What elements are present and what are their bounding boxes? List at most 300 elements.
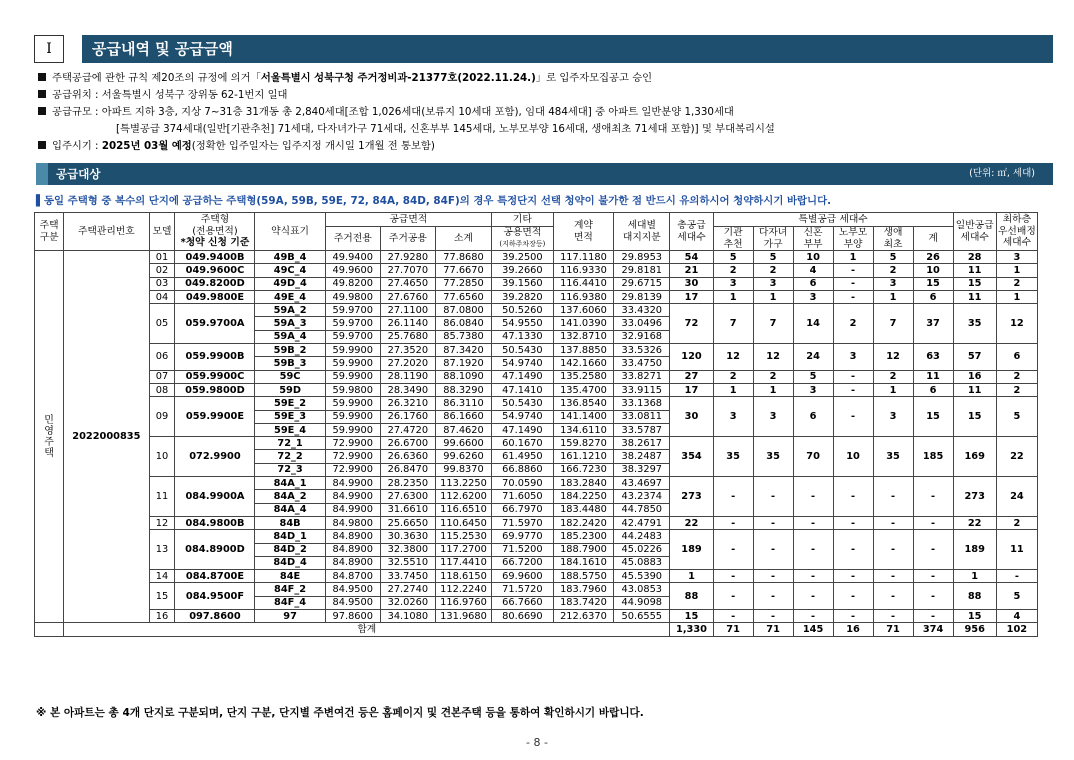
area-cell: 33.0496 — [614, 317, 670, 330]
count-cell: - — [913, 570, 953, 583]
area-cell: 77.8680 — [435, 251, 491, 264]
abbr-cell: 49B_4 — [255, 251, 325, 264]
area-cell: 38.2487 — [614, 450, 670, 463]
table-row — [35, 437, 1038, 450]
header-contract-area: 계약 면적 — [553, 213, 614, 251]
total-cell: 102 — [996, 623, 1037, 636]
info-move-in: 입주시기 : 2025년 03월 예정(정확한 입주일자는 입주지정 개시일 1개월 전 통보함) — [38, 138, 435, 155]
table-row — [35, 344, 1038, 357]
house-type-cell: 084.8900D — [175, 530, 255, 570]
count-cell: 15 — [953, 277, 996, 290]
count-cell: - — [753, 610, 793, 623]
model-cell: 03 — [149, 277, 175, 290]
count-cell: 57 — [953, 344, 996, 371]
header-abbr: 약식표기 — [255, 213, 325, 251]
count-cell: 15 — [953, 610, 996, 623]
count-cell: 4 — [793, 264, 833, 277]
area-cell: 27.2740 — [380, 583, 435, 596]
area-cell: 28.2350 — [380, 477, 435, 490]
count-cell: - — [833, 277, 873, 290]
count-cell: 1 — [953, 570, 996, 583]
area-cell: 77.2850 — [435, 277, 491, 290]
area-cell: 39.1560 — [492, 277, 554, 290]
house-type-cell: 084.9800B — [175, 516, 255, 529]
count-cell: 2 — [873, 264, 913, 277]
count-cell: 120 — [670, 344, 713, 371]
model-cell: 12 — [149, 516, 175, 529]
count-cell: 28 — [953, 251, 996, 264]
count-cell: 3 — [753, 397, 793, 437]
abbr-cell: 72_3 — [255, 463, 325, 476]
area-cell: 28.1190 — [380, 370, 435, 383]
count-cell: 27 — [670, 370, 713, 383]
model-cell: 13 — [149, 530, 175, 570]
area-cell: 59.9900 — [325, 357, 380, 370]
count-cell: 6 — [913, 290, 953, 303]
area-cell: 33.9115 — [614, 383, 670, 396]
count-cell: - — [713, 530, 753, 570]
area-cell: 59.9900 — [325, 397, 380, 410]
header-elder: 노부모 부양 — [833, 227, 873, 251]
count-cell: - — [833, 530, 873, 570]
header-exclusive: 주거전용 — [325, 227, 380, 251]
area-cell: 26.8470 — [380, 463, 435, 476]
count-cell: 1 — [753, 383, 793, 396]
area-cell: 26.6700 — [380, 437, 435, 450]
count-cell: - — [873, 610, 913, 623]
abbr-cell: 49E_4 — [255, 290, 325, 303]
area-cell: 184.2250 — [553, 490, 614, 503]
count-cell: 273 — [670, 477, 713, 517]
area-cell: 59.9900 — [325, 370, 380, 383]
count-cell: - — [793, 583, 833, 610]
count-cell: 35 — [953, 304, 996, 344]
section-number: Ⅰ — [34, 35, 64, 63]
area-cell: 84.9500 — [325, 583, 380, 596]
area-cell: 43.4697 — [614, 477, 670, 490]
count-cell: 12 — [713, 344, 753, 371]
area-cell: 84.8900 — [325, 556, 380, 569]
abbr-cell: 59E_3 — [255, 410, 325, 423]
header-priority: 최하층 우선배정 세대수 — [996, 213, 1037, 251]
table-row — [35, 290, 1038, 303]
area-cell: 47.1490 — [492, 423, 554, 436]
area-cell: 27.4650 — [380, 277, 435, 290]
count-cell: 11 — [913, 370, 953, 383]
count-cell: - — [873, 583, 913, 610]
house-type-cell: 049.8200D — [175, 277, 255, 290]
house-type-cell: 084.9500F — [175, 583, 255, 610]
count-cell: 12 — [996, 304, 1037, 344]
house-type-cell: 059.9900E — [175, 397, 255, 437]
section-title: 공급내역 및 공급금액 — [82, 35, 1053, 63]
count-cell: 17 — [670, 290, 713, 303]
count-cell: 37 — [913, 304, 953, 344]
count-cell: 3 — [793, 290, 833, 303]
area-cell: 142.1660 — [553, 357, 614, 370]
count-cell: 22 — [996, 437, 1037, 477]
area-cell: 26.3210 — [380, 397, 435, 410]
count-cell: - — [833, 610, 873, 623]
area-cell: 33.5787 — [614, 423, 670, 436]
house-type-cell: 084.8700E — [175, 570, 255, 583]
area-cell: 50.5260 — [492, 304, 554, 317]
count-cell: 22 — [953, 516, 996, 529]
model-cell: 15 — [149, 583, 175, 610]
count-cell: 6 — [793, 397, 833, 437]
count-cell: - — [753, 570, 793, 583]
area-cell: 61.4950 — [492, 450, 554, 463]
count-cell: - — [713, 477, 753, 517]
area-cell: 87.0800 — [435, 304, 491, 317]
info-location: 공급위치 : 서울특별시 성북구 장위동 62-1번지 일대 — [38, 87, 287, 104]
area-cell: 29.6715 — [614, 277, 670, 290]
area-cell: 59.9900 — [325, 344, 380, 357]
section-header — [34, 35, 1053, 63]
area-cell: 26.1760 — [380, 410, 435, 423]
area-cell: 137.8850 — [553, 344, 614, 357]
abbr-cell: 97 — [255, 610, 325, 623]
area-cell: 115.2530 — [435, 530, 491, 543]
count-cell: 1 — [873, 290, 913, 303]
model-cell: 16 — [149, 610, 175, 623]
header-sum: 계 — [913, 227, 953, 251]
area-cell: 45.0226 — [614, 543, 670, 556]
area-cell: 66.8860 — [492, 463, 554, 476]
area-cell: 118.6150 — [435, 570, 491, 583]
area-cell: 54.9550 — [492, 317, 554, 330]
area-cell: 99.8370 — [435, 463, 491, 476]
area-cell: 66.7200 — [492, 556, 554, 569]
count-cell: 21 — [670, 264, 713, 277]
count-cell: 30 — [670, 277, 713, 290]
abbr-cell: 72_2 — [255, 450, 325, 463]
area-cell: 110.6450 — [435, 516, 491, 529]
house-type-cell: 059.9900B — [175, 344, 255, 371]
area-cell: 84.9500 — [325, 596, 380, 609]
total-label: 합계 — [64, 623, 670, 636]
area-cell: 39.2660 — [492, 264, 554, 277]
house-type-cell: 084.9900A — [175, 477, 255, 517]
area-cell: 99.6600 — [435, 437, 491, 450]
count-cell: 7 — [873, 304, 913, 344]
abbr-cell: 84A_4 — [255, 503, 325, 516]
area-cell: 32.9168 — [614, 330, 670, 343]
area-cell: 184.1610 — [553, 556, 614, 569]
area-cell: 69.9600 — [492, 570, 554, 583]
area-cell: 50.5430 — [492, 397, 554, 410]
area-cell: 77.6560 — [435, 290, 491, 303]
area-cell: 66.7970 — [492, 503, 554, 516]
subsection-accent — [36, 163, 48, 185]
count-cell: 30 — [670, 397, 713, 437]
supply-table — [34, 212, 1038, 637]
count-cell: - — [713, 583, 753, 610]
area-cell: 77.6670 — [435, 264, 491, 277]
count-cell: 2 — [753, 370, 793, 383]
count-cell: 3 — [713, 397, 753, 437]
area-cell: 25.6650 — [380, 516, 435, 529]
abbr-cell: 49D_4 — [255, 277, 325, 290]
count-cell: - — [833, 264, 873, 277]
abbr-cell: 84A_2 — [255, 490, 325, 503]
count-cell: 3 — [873, 277, 913, 290]
area-cell: 50.6555 — [614, 610, 670, 623]
house-type-cell: 059.9700A — [175, 304, 255, 344]
abbr-cell: 84D_1 — [255, 530, 325, 543]
abbr-cell: 59A_4 — [255, 330, 325, 343]
house-type-cell: 059.9900C — [175, 370, 255, 383]
count-cell: 35 — [713, 437, 753, 477]
table-row — [35, 610, 1038, 623]
count-cell: 5 — [996, 583, 1037, 610]
area-cell: 183.4480 — [553, 503, 614, 516]
area-cell: 112.2240 — [435, 583, 491, 596]
info-scale-detail: [특별공급 374세대(일반[기관추천] 71세대, 다자녀가구 71세대, 신혼부부 145세대, 노부모부양 16세대, 생애최초 71세대 포함)] 및 부대복리시설 — [116, 123, 775, 135]
total-cell: 956 — [953, 623, 996, 636]
area-cell: 59.9700 — [325, 317, 380, 330]
area-cell: 49.9400 — [325, 251, 380, 264]
area-cell: 112.6200 — [435, 490, 491, 503]
area-cell: 32.0260 — [380, 596, 435, 609]
count-cell: 6 — [996, 344, 1037, 371]
area-cell: 29.8139 — [614, 290, 670, 303]
area-cell: 161.1210 — [553, 450, 614, 463]
header-housing-category: 주택 구분 — [35, 213, 64, 251]
count-cell: 11 — [953, 264, 996, 277]
count-cell: 10 — [833, 437, 873, 477]
abbr-cell: 59D — [255, 383, 325, 396]
area-cell: 88.1090 — [435, 370, 491, 383]
count-cell: 15 — [913, 277, 953, 290]
model-cell: 09 — [149, 397, 175, 437]
count-cell: - — [913, 516, 953, 529]
total-blank — [35, 623, 64, 636]
count-cell: - — [873, 516, 913, 529]
table-row — [35, 477, 1038, 490]
table-row — [35, 370, 1038, 383]
count-cell: 22 — [670, 516, 713, 529]
model-cell: 05 — [149, 304, 175, 344]
count-cell: 3 — [996, 251, 1037, 264]
area-cell: 45.5390 — [614, 570, 670, 583]
area-cell: 84.9900 — [325, 490, 380, 503]
count-cell: 12 — [753, 344, 793, 371]
table-row — [35, 516, 1038, 529]
count-cell: - — [753, 583, 793, 610]
count-cell: 2 — [873, 370, 913, 383]
header-subtotal: 소계 — [435, 227, 491, 251]
abbr-cell: 59B_2 — [255, 344, 325, 357]
area-cell: 188.5750 — [553, 570, 614, 583]
area-cell: 43.2374 — [614, 490, 670, 503]
house-type-cell: 072.9900 — [175, 437, 255, 477]
count-cell: 35 — [753, 437, 793, 477]
table-row — [35, 583, 1038, 596]
area-cell: 69.9770 — [492, 530, 554, 543]
total-cell: 374 — [913, 623, 953, 636]
count-cell: - — [833, 570, 873, 583]
area-cell: 33.4320 — [614, 304, 670, 317]
area-cell: 183.2840 — [553, 477, 614, 490]
count-cell: - — [833, 290, 873, 303]
header-special: 특별공급 세대수 — [713, 213, 953, 227]
count-cell: 15 — [670, 610, 713, 623]
count-cell: - — [873, 477, 913, 517]
count-cell: 6 — [793, 277, 833, 290]
area-cell: 33.0811 — [614, 410, 670, 423]
area-cell: 84.8700 — [325, 570, 380, 583]
bullet-square-icon — [38, 107, 46, 115]
header-land-share: 세대별 대지지분 — [614, 213, 670, 251]
count-cell: - — [833, 583, 873, 610]
count-cell: 24 — [996, 477, 1037, 517]
count-cell: 54 — [670, 251, 713, 264]
total-cell: 71 — [753, 623, 793, 636]
total-cell: 71 — [873, 623, 913, 636]
area-cell: 59.9700 — [325, 330, 380, 343]
count-cell: 2 — [996, 370, 1037, 383]
abbr-cell: 84A_1 — [255, 477, 325, 490]
area-cell: 134.6110 — [553, 423, 614, 436]
area-cell: 26.1140 — [380, 317, 435, 330]
total-cell: 145 — [793, 623, 833, 636]
area-cell: 137.6060 — [553, 304, 614, 317]
bullet-square-icon — [38, 73, 46, 81]
count-cell: 5 — [753, 251, 793, 264]
count-cell: 11 — [996, 530, 1037, 570]
header-general: 일반공급 세대수 — [953, 213, 996, 251]
count-cell: 15 — [953, 397, 996, 437]
subsection-header — [36, 163, 1053, 185]
count-cell: 2 — [996, 383, 1037, 396]
count-cell: 14 — [793, 304, 833, 344]
abbr-cell: 84D_4 — [255, 556, 325, 569]
count-cell: 10 — [913, 264, 953, 277]
area-cell: 49.8200 — [325, 277, 380, 290]
count-cell: - — [913, 530, 953, 570]
area-cell: 44.9098 — [614, 596, 670, 609]
count-cell: - — [913, 583, 953, 610]
count-cell: - — [833, 383, 873, 396]
abbr-cell: 49C_4 — [255, 264, 325, 277]
count-cell: 1 — [713, 290, 753, 303]
area-cell: 72.9900 — [325, 463, 380, 476]
header-total: 총공급 세대수 — [670, 213, 713, 251]
count-cell: 169 — [953, 437, 996, 477]
count-cell: - — [833, 516, 873, 529]
count-cell: 3 — [753, 277, 793, 290]
model-cell: 07 — [149, 370, 175, 383]
area-cell: 86.0840 — [435, 317, 491, 330]
abbr-cell: 59E_4 — [255, 423, 325, 436]
area-cell: 45.0883 — [614, 556, 670, 569]
header-inst: 기관 추천 — [713, 227, 753, 251]
area-cell: 27.3520 — [380, 344, 435, 357]
count-cell: 11 — [953, 383, 996, 396]
area-cell: 70.0590 — [492, 477, 554, 490]
count-cell: 5 — [873, 251, 913, 264]
count-cell: 3 — [833, 344, 873, 371]
header-newly: 신혼 부부 — [793, 227, 833, 251]
area-cell: 29.8953 — [614, 251, 670, 264]
table-row — [35, 304, 1038, 317]
area-cell: 47.1330 — [492, 330, 554, 343]
area-cell: 99.6260 — [435, 450, 491, 463]
count-cell: - — [793, 530, 833, 570]
area-cell: 183.7420 — [553, 596, 614, 609]
count-cell: - — [996, 570, 1037, 583]
area-cell: 54.9740 — [492, 357, 554, 370]
abbr-cell: 59A_2 — [255, 304, 325, 317]
subsection-title: 공급대상 — [56, 167, 101, 181]
count-cell: 7 — [713, 304, 753, 344]
area-cell: 87.3420 — [435, 344, 491, 357]
area-cell: 49.9600 — [325, 264, 380, 277]
count-cell: - — [753, 516, 793, 529]
count-cell: 2 — [713, 370, 753, 383]
area-cell: 116.9760 — [435, 596, 491, 609]
area-cell: 27.6300 — [380, 490, 435, 503]
abbr-cell: 84E — [255, 570, 325, 583]
area-cell: 27.7070 — [380, 264, 435, 277]
area-cell: 47.1490 — [492, 370, 554, 383]
count-cell: 70 — [793, 437, 833, 477]
count-cell: 12 — [873, 344, 913, 371]
area-cell: 116.9380 — [553, 290, 614, 303]
area-cell: 97.8600 — [325, 610, 380, 623]
table-row — [35, 383, 1038, 396]
count-cell: 273 — [953, 477, 996, 517]
total-cell: 1,330 — [670, 623, 713, 636]
area-cell: 84.9900 — [325, 477, 380, 490]
abbr-cell: 84F_2 — [255, 583, 325, 596]
area-cell: 27.2020 — [380, 357, 435, 370]
area-cell: 166.7230 — [553, 463, 614, 476]
area-cell: 44.2483 — [614, 530, 670, 543]
area-cell: 116.9330 — [553, 264, 614, 277]
area-cell: 38.3297 — [614, 463, 670, 476]
count-cell: - — [793, 570, 833, 583]
house-type-cell: 049.9400B — [175, 251, 255, 264]
count-cell: 2 — [996, 516, 1037, 529]
abbr-cell: 59B_3 — [255, 357, 325, 370]
area-cell: 71.6050 — [492, 490, 554, 503]
area-cell: 30.3630 — [380, 530, 435, 543]
area-cell: 86.1660 — [435, 410, 491, 423]
count-cell: 1 — [713, 383, 753, 396]
model-cell: 04 — [149, 290, 175, 303]
area-cell: 33.5326 — [614, 344, 670, 357]
count-cell: - — [793, 610, 833, 623]
house-type-cell: 049.9600C — [175, 264, 255, 277]
area-cell: 131.9680 — [435, 610, 491, 623]
area-cell: 42.4791 — [614, 516, 670, 529]
area-cell: 116.6510 — [435, 503, 491, 516]
count-cell: 1 — [996, 264, 1037, 277]
count-cell: 24 — [793, 344, 833, 371]
count-cell: - — [713, 570, 753, 583]
abbr-cell: 84B — [255, 516, 325, 529]
count-cell: 88 — [953, 583, 996, 610]
count-cell: 185 — [913, 437, 953, 477]
header-multi: 다자녀 가구 — [753, 227, 793, 251]
area-cell: 32.3800 — [380, 543, 435, 556]
area-cell: 71.5720 — [492, 583, 554, 596]
table-row — [35, 570, 1038, 583]
count-cell: 2 — [713, 264, 753, 277]
count-cell: 354 — [670, 437, 713, 477]
